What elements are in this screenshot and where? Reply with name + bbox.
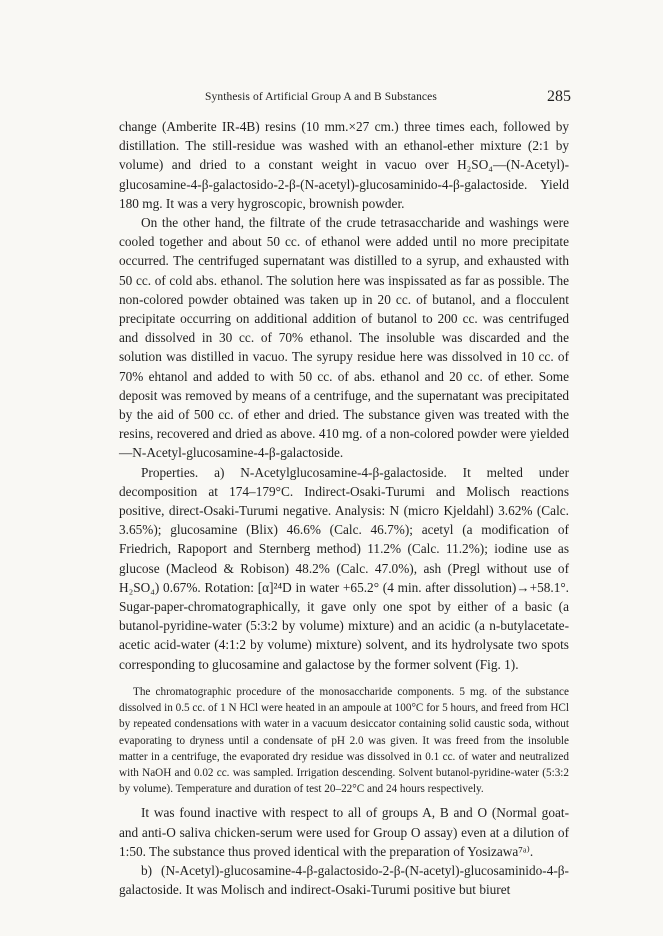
- page-number: 285: [547, 88, 571, 105]
- paragraph-continued: change (Amberite IR-4B) resins (10 mm.×27 cm.) three times each, followed by distillation. The still-residue was washed with an ethanol-ether mixture (2:1 by volume) and dried to a constant weight in vacuo over H₂SO₄—(N-Acetyl)-glucosamine-4-β-galactosido-2-β-(N-acetyl)-glucosaminido-4-β-galactoside. Yield 180 mg. It was a very hygroscopic, brownish powder.: [119, 119, 569, 211]
- paragraph-inactivity: It was found inactive with respect to all of groups A, B and O (Normal goat- and anti-O saliva chicken-serum were used for Group O assay) even at a dilution of 1:50. The substance thus proved identical with the preparation of Yosizawa⁷ᵃ⁾.: [119, 805, 569, 859]
- running-title: Synthesis of Artificial Group A and B Substances: [205, 91, 437, 103]
- running-header: [0, 88, 663, 110]
- paragraph-tetrasaccharide: b) (N-Acetyl)-glucosamine-4-β-galactosido-2-β-(N-acetyl)-glucosaminido-4-β-galactoside. It was Molisch and indirect-Osaki-Turumi positive but biuret: [119, 862, 569, 898]
- paragraph-properties: Properties. a) N-Acetylglucosamine-4-β-galactoside. It melted under decomposition at 174–179°C. Indirect-Osaki-Turumi and Molisch reactions positive, direct-Osaki-Turumi negative. Analysis: N (micro Kjeldahl) 3.62% (Calc. 3.65%); glucosamine (Blix) 46.6% (Calc. 46.7%); acetyl (a modification of Friedrich, Rapoport and Sternberg method) 11.2% (Calc. 11.2%); iodine use as glucose (Macleod & Robison) 48.2% (Calc. 47.0%), ash (Pregl without use of H₂SO₄) 0.67%. Rotation: [α]²⁴D in water +65.2° (4 min. after dissolution)→+58.1°. Sugar-paper-chromatographically, it gave only one spot by either of a basic (a butanol-pyridine-water (5:3:2 by volume) mixture) and an acidic (a n-butylacetate-acetic acid-water (4:1:2 by volume) mixture) solvent, and its hydrolysate two spots corresponding to glucosamine and galactose by the former solvent (Fig. 1).: [119, 464, 569, 672]
- body-text: [119, 117, 569, 899]
- paragraph-chromatographic-note: The chromatographic procedure of the monosaccharide components. 5 mg. of the substance dissolved in 0.5 cc. of 1 N HCl were heated in an ampoule at 100°C for 5 hours, and freed from HCl by repeated condensations with water in a vacuum desiccator containing solid caustic soda, without evaporating to dryness until a condensate of pH 2.0 was given. It was freed from the insoluble matter in a centrifuge, the evaporated dry residue was dissolved in 0.1 cc. of water and neutralized with NaOH and 0.02 cc. was sampled. Irrigation descending. Solvent butanol-pyridine-water (5:3:2 by volume). Temperature and duration of test 20–22°C and 24 hours respectively.: [119, 685, 569, 796]
- paragraph-filtrate: On the other hand, the filtrate of the crude tetrasaccharide and washings were cooled together and about 50 cc. of ethanol were added until no more precipitate occurred. The centrifuged supernatant was distilled to a syrup, and exhausted with 50 cc. of cold abs. ethanol. The solution here was inspissated as far as possible. The non-colored powder obtained was taken up in 20 cc. of butanol, and a flocculent precipitate occurring on additional addition of butanol to 200 cc. was centrifuged and dissolved in 30 cc. of 70% ethanol. The insoluble was discarded and the solution was distilled in vacuo. The syrupy residue here was dissolved in 10 cc. of 70% ehtanol and added to with 50 cc. of abs. ethanol and 20 cc. of ether. Some deposit was removed by means of a centrifuge, and the supernatant was precipitated by the aid of 500 cc. of ether and dried. The substance given was treated with the resins, recovered and dried as above. 410 mg. of a non-colored powder were yielded—N-Acetyl-glucosamine-4-β-galactoside.: [119, 215, 569, 461]
